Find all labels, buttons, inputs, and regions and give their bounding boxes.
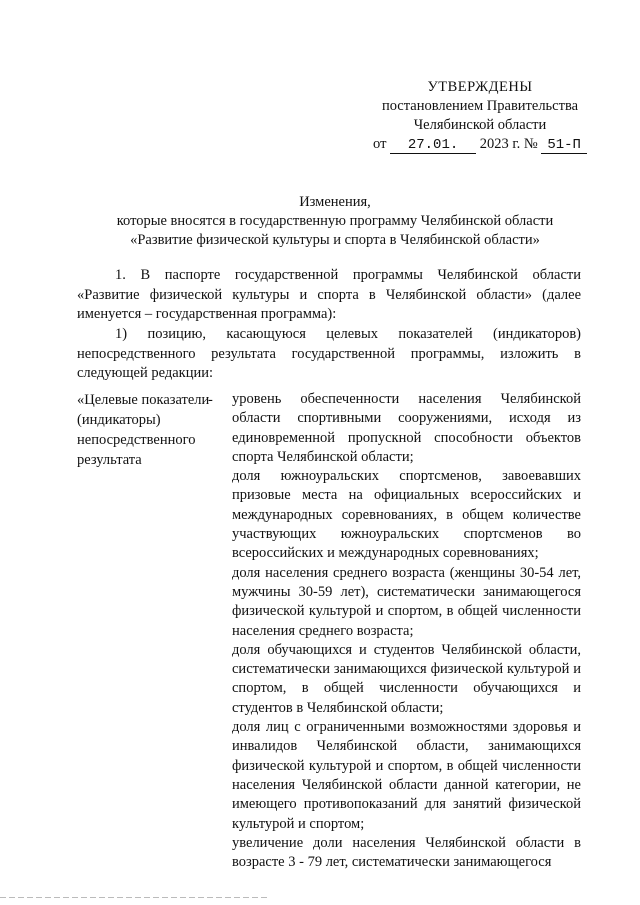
indicator-item: доля населения среднего возраста (женщины 30-54 лет, мужчины 30-59 лет), систематически занимающегося физической культурой и спортом, в общей численности населения среднего возраста; <box>232 564 581 639</box>
heading-line-1: Изменения, <box>299 194 371 210</box>
date-value: 27.01. <box>390 138 476 154</box>
approval-line-1: постановлением Правительства <box>381 98 579 114</box>
document-number: 51-П <box>541 138 587 154</box>
indicator-item: доля лиц с ограниченными возможностями здоровья и инвалидов Челябинской области, занимающихся физической культурой и спортом, в общей численности населения Челябинской области данной категории, не имеющего противопоказаний для занятий физической культурой и спортом; <box>232 719 581 832</box>
indicator-item: доля обучающихся и студентов Челябинской области, систематически занимающихся физической культурой и спортом, в общей численности обучающихся и студентов в Челябинской области; <box>232 641 581 716</box>
indicator-item: доля южноуральских спортсменов, завоевавших призовые места на официальных всероссийских и международных соревнованиях, в общем количестве участвующих южноуральских спортсменов во всероссийских и международных соревнованиях; <box>232 468 581 562</box>
table-dash: - <box>208 392 213 408</box>
paragraph-2: 1) позицию, касающуюся целевых показателей (индикаторов) непосредственного результата государственной программы, изложить в следующей редакции: <box>77 326 581 381</box>
table-left-label: «Целевые показатели (индикаторы) непосредственного результата <box>77 392 210 468</box>
indicator-item: увеличение доли населения Челябинской области в возрасте 3 - 79 лет, систематически занимающегося <box>232 834 581 871</box>
approval-stamp <box>360 78 600 154</box>
approval-title: УТВЕРЖДЕНЫ <box>427 79 533 95</box>
heading-line-3: «Развитие физической культуры и спорта в Челябинской области» <box>130 232 540 248</box>
approval-date-line <box>360 135 600 154</box>
year-text: 2023 г. № <box>479 136 538 152</box>
approval-line-2: Челябинской области <box>413 117 547 133</box>
heading-line-2: которые вносятся в государственную программу Челябинской области <box>116 213 554 229</box>
indicator-item: уровень обеспеченности населения Челябинской области спортивными сооружениями, исходя из единовременной пропускной способности объектов спорта Челябинской области; <box>232 391 581 465</box>
scan-artifact-line <box>0 897 270 898</box>
table-right-column <box>232 390 581 872</box>
paragraph-1: 1. В паспорте государственной программы Челябинской области «Развитие физической культуры и спорта в Челябинской области» (далее именуется – государственная программа): <box>77 267 581 322</box>
document-heading <box>90 193 580 250</box>
date-prefix: от <box>373 136 387 152</box>
